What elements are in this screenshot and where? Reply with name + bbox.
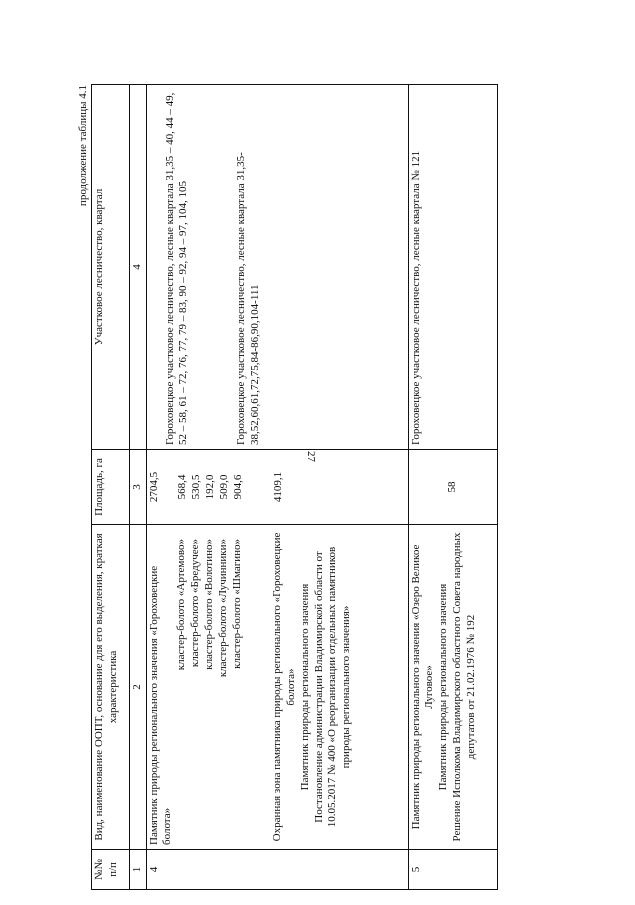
row-type: Памятник природы регионального значения: [437, 583, 450, 791]
header-row: [92, 85, 130, 890]
cluster-name: кластер-болото «Волотино»: [203, 539, 216, 670]
col-num-4: 4: [129, 85, 146, 450]
header-name: Вид, наименование ООПТ, основание для его выделения, краткая характеристика: [92, 525, 130, 850]
cluster-name: кластер-болото «Лучинники»: [217, 539, 230, 678]
area-value: 530,5: [189, 474, 202, 500]
header-forestry: Участковое лесничество, квартал: [92, 85, 130, 450]
table-row: [408, 85, 497, 890]
area-value: 4109,1: [271, 471, 284, 503]
row-description: [408, 525, 497, 850]
page-number: 27: [305, 451, 317, 462]
rotated-page: [75, 75, 500, 890]
area-value: 568,4: [175, 474, 188, 500]
row-area: [146, 450, 408, 525]
col-num-1: 1: [129, 850, 146, 890]
buffer-zone-type: Памятник природы регионального значения: [298, 583, 311, 791]
cluster-name: кластер-болото «Шмагино»: [231, 539, 244, 669]
row-basis: Решение Исполкома Владимирского областного Совета народных депутатов от 21.02.1976 № 192: [451, 532, 477, 842]
col-num-3: 3: [129, 450, 146, 525]
cluster-name: кластер-болото «Артемово»: [175, 539, 188, 671]
header-area: Площадь, га: [92, 450, 130, 525]
header-number: №№ п/п: [92, 850, 130, 890]
ooipt-table: [91, 84, 498, 890]
buffer-zone-name: Охранная зона памятника природы регионального «Гороховецкие болота»: [271, 532, 297, 842]
area-value: 2704,5: [147, 471, 160, 503]
area-value: 509,0: [217, 474, 230, 500]
row-title: Памятник природы регионального значения «Озеро Великое Луговое»: [409, 544, 436, 830]
row-area: 58: [408, 450, 497, 525]
row-forestry: Гороховецкое участковое лесничество, лесные квартала № 121: [408, 85, 497, 450]
table-row: [146, 85, 408, 890]
buffer-zone-basis: Постановление администрации Владимирской области от 10.05.2017 № 400 «О реорганизации отдельных памятников природы регионального значения»: [312, 546, 353, 828]
col-num-2: 2: [129, 525, 146, 850]
area-value: 904,6: [231, 474, 244, 500]
row-index: 5: [408, 850, 497, 890]
cluster-name: кластер-болото «Бредучее»: [189, 539, 202, 668]
continuation-label: продолжение таблицы 4.1: [77, 85, 89, 207]
area-value: 192,0: [203, 474, 216, 500]
forestry-text: Гороховецкое участковое лесничество, лесные квартала 31,35-38,52,60,61,72,75,84-86,90,104-111: [235, 152, 261, 445]
row-index: 4: [146, 850, 408, 890]
row-forestry: [146, 85, 408, 450]
row-title: Памятник природы регионального значения «Гороховецкие болота»: [147, 565, 174, 845]
forestry-text: Гороховецкое участковое лесничество, лесные квартала 31,35 – 40, 44 – 49, 52 – 58, 61 – 72, 76, 77, 79 – 83, 90 – 92, 94 – 97, 104, 105: [163, 92, 190, 445]
column-number-row: [129, 85, 146, 890]
row-description: [146, 525, 408, 850]
